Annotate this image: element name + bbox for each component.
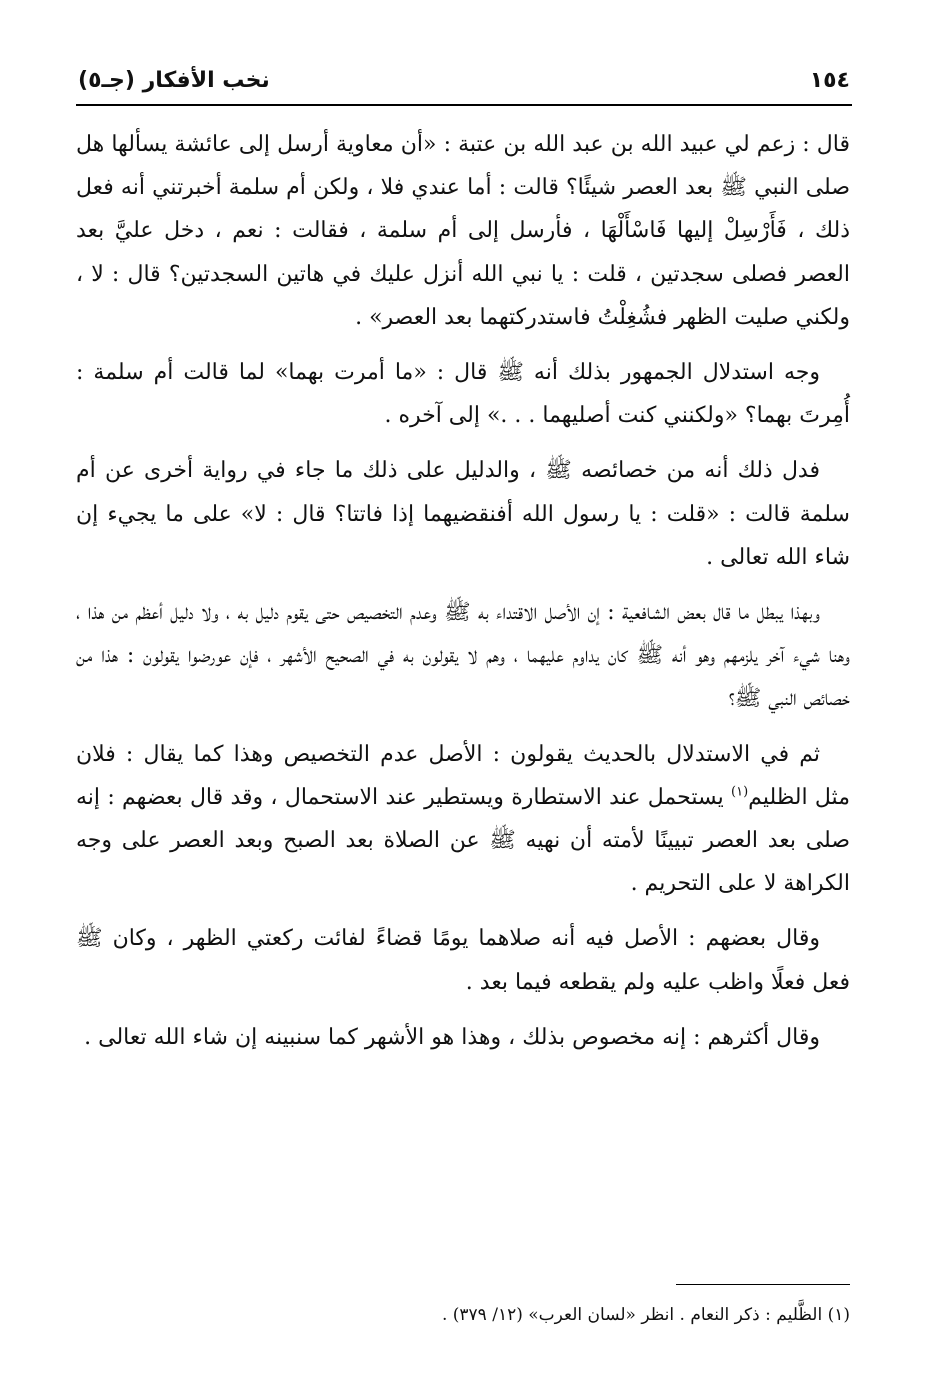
paragraph: فدل ذلك أنه من خصائصه ﷺ ، والدليل على ذلك ما جاء في رواية أخرى عن أم سلمة قالت : «قلت : يا رسول الله أفنقضيهما إذا فاتتا؟ قال : لا» على ما يجيء إن شاء الله تعالى . [76, 458, 850, 570]
paragraph-text: ثم في الاستدلال بالحديث يقولون : الأصل عدم التخصيص وهذا كما يقال : فلان مثل الظليم [76, 741, 850, 810]
footnote-marker[interactable]: (١) [731, 784, 749, 800]
page-header [78, 60, 850, 100]
paragraph: وبهذا يبطل ما قال بعض الشافعية : إن الأصل الاقتداء به ﷺ وعدم التخصيص حتى يقوم دليل به ، ولا دليل أعظم من هذا ، وهنا شيء آخر يلزمهم وهو أنه ﷺ كان يداوم عليهما ، وهم لا يقولون به في الصحيح الأشهر ، فإن عورضوا يقولون : هذا من خصائص النبي ﷺ؟ [76, 600, 850, 712]
footnote-divider [676, 1284, 850, 1285]
paragraph: وقال بعضهم : الأصل فيه أنه صلاهما يومًا قضاءً لفائت ركعتي الظهر ، وكان ﷺ فعل فعلًا واظب عليه ولم يقطعه فيما بعد . [76, 926, 850, 995]
page-number: ١٥٤ [809, 67, 850, 93]
paragraph: وقال أكثرهم : إنه مخصوص بذلك ، وهذا هو الأشهر كما سنبينه إن شاء الله تعالى . [84, 1024, 820, 1050]
paragraph-text: يستحمل عند الاستطارة ويستطير عند الاستحمال ، وقد قال بعضهم : إنه صلى بعد العصر تبيينًا لأمته أن نهيه ﷺ عن الصلاة بعد الصبح وبعد العصر على وجه الكراهة لا على التحريم . [76, 784, 850, 897]
footnote: (١) الظَّليم : ذكر النعام . انظر «لسان العرب» (١٢/ ٣٧٩) . [441, 1305, 850, 1325]
header-divider [76, 104, 852, 106]
paragraph [76, 733, 850, 906]
paragraph: قال : زعم لي عبيد الله بن عبد الله بن عتبة : «أن معاوية أرسل إلى عائشة يسألها هل صلى النبي ﷺ بعد العصر شيئًا؟ قالت : أما عندي فلا ، ولكن أم سلمة أخبرتني أنه فعل ذلك ، فَأَرْسِلْ إليها فَاسْأَلْهَا ، فأرسل إلى أم سلمة ، فقالت : نعم ، دخل عليَّ بعد العصر فصلى سجدتين ، قلت : يا نبي الله أنزل عليك في هاتين السجدتين؟ قال : لا ، ولكني صليت الظهر فشُغِلْتُ فاستدركتهما بعد العصر» . [76, 132, 850, 330]
book-title: نخب الأفكار (جـ٥) [78, 67, 270, 93]
paragraph: وجه استدلال الجمهور بذلك أنه ﷺ قال : «ما أمرت بهما» لما قالت أم سلمة : أُمِرتَ بهما؟ «ولكنني كنت أصليهما . . .» إلى آخره . [76, 360, 850, 429]
main-text [76, 123, 850, 1071]
